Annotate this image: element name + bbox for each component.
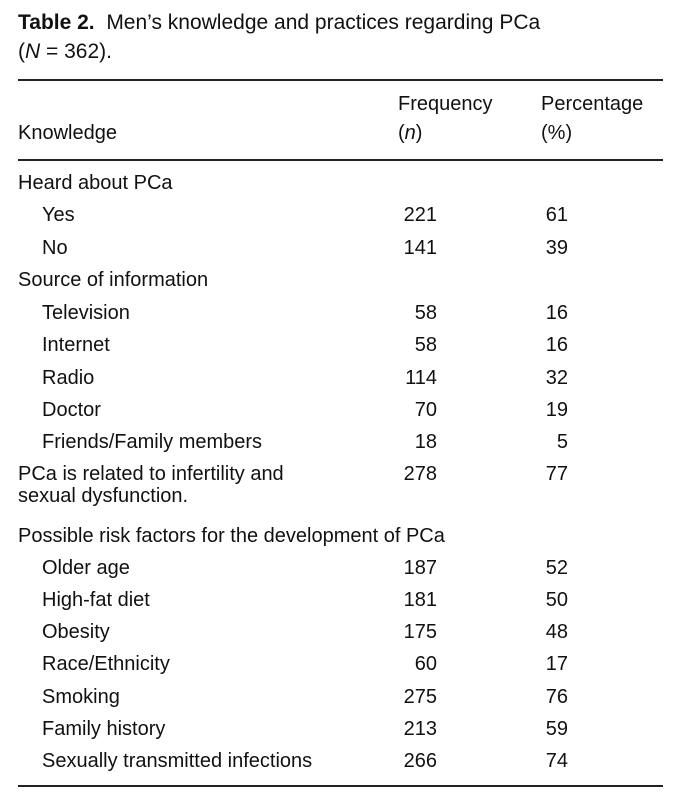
table-caption [18, 8, 668, 66]
caption-text: Men’s knowledge and practices regarding PCa [106, 11, 541, 34]
row-label [18, 525, 445, 547]
frequency-cell: 275 [403, 686, 437, 708]
frequency-cell: 58 [414, 334, 437, 356]
frequency-cell: 187 [403, 557, 437, 579]
row-label-text: Older age [42, 557, 130, 579]
table-row [0, 431, 680, 463]
row-label-text: Smoking [42, 686, 120, 708]
paren: ) [415, 122, 423, 144]
row-label [42, 431, 262, 453]
row-label [42, 686, 120, 708]
row-label-text: Television [42, 302, 130, 324]
table-row [0, 334, 680, 366]
percentage-cell: 52 [545, 557, 568, 579]
table-row [0, 718, 680, 750]
row-label [42, 718, 165, 740]
row-label-text: Race/Ethnicity [42, 653, 170, 675]
table-row [0, 269, 680, 301]
frequency-cell: 18 [414, 431, 437, 453]
frequency-cell: 114 [405, 367, 437, 389]
row-label [42, 621, 110, 643]
percentage-cell: 76 [545, 686, 568, 708]
row-label [42, 334, 110, 356]
frequency-cell: 278 [403, 463, 437, 485]
header-frequency-label: Frequency [398, 93, 493, 115]
percentage-cell: 59 [545, 718, 568, 740]
row-label-text: Doctor [42, 399, 101, 421]
table-row [0, 204, 680, 236]
bottom-rule [18, 785, 663, 787]
header-knowledge: Knowledge [18, 122, 117, 144]
percentage-cell: 17 [545, 653, 568, 675]
table-row [0, 621, 680, 653]
header-frequency [398, 90, 493, 148]
table-row [0, 686, 680, 718]
row-label [42, 399, 101, 421]
frequency-cell: 58 [414, 302, 437, 324]
frequency-cell: 141 [403, 237, 437, 259]
frequency-cell: 221 [403, 204, 437, 226]
row-label-text: Friends/Family members [42, 431, 263, 453]
table-row [0, 367, 680, 399]
percentage-cell: 74 [545, 750, 568, 772]
row-label-text: Source of information [18, 269, 209, 291]
frequency-cell: 266 [403, 750, 437, 772]
percentage-cell: 16 [545, 334, 568, 356]
percentage-cell: 77 [545, 463, 568, 485]
frequency-cell: 60 [414, 653, 437, 675]
top-rule [18, 79, 663, 81]
row-label [42, 237, 68, 259]
table-row [0, 172, 680, 204]
row-label-text: Yes [42, 204, 75, 226]
caption-n-value: = 362). [40, 40, 112, 63]
table-row [0, 399, 680, 431]
row-label-text: Internet [42, 334, 110, 356]
frequency-cell: 70 [414, 399, 437, 421]
percentage-cell: 19 [545, 399, 568, 421]
row-label-text: Family history [42, 718, 166, 740]
header-percentage [541, 90, 643, 148]
header-percentage-label: Percentage [541, 93, 644, 115]
row-label [18, 172, 173, 194]
caption-paren: ( [18, 40, 25, 63]
row-label [42, 653, 170, 675]
header-percentage-unit: (%) [541, 122, 573, 144]
table-row [0, 302, 680, 334]
percentage-cell: 39 [545, 237, 568, 259]
row-label [42, 204, 75, 226]
percentage-cell: 48 [545, 621, 568, 643]
percentage-cell: 32 [545, 367, 568, 389]
row-label-text: Heard about PCa [18, 172, 173, 194]
row-label-text: Sexually transmitted infections [42, 750, 313, 772]
table-row [0, 557, 680, 589]
header-rule [18, 159, 663, 161]
frequency-cell: 181 [403, 589, 437, 611]
row-label [18, 269, 208, 291]
row-label [42, 750, 312, 772]
frequency-cell: 175 [403, 621, 437, 643]
row-label [42, 589, 150, 611]
row-label [42, 302, 130, 324]
table-row [0, 463, 680, 507]
percentage-cell: 61 [545, 204, 568, 226]
row-label-text: High-fat diet [42, 589, 150, 611]
percentage-cell: 5 [556, 431, 568, 453]
frequency-cell: 213 [403, 718, 437, 740]
row-label-text-cont: sexual dysfunction. [18, 485, 189, 507]
table-row [0, 525, 680, 557]
row-label-text: No [42, 237, 68, 259]
header-frequency-unit: n [404, 122, 416, 144]
percentage-cell: 50 [545, 589, 568, 611]
table-row [0, 589, 680, 621]
caption-n-var: N [25, 40, 41, 63]
percentage-cell: 16 [545, 302, 568, 324]
row-label [42, 557, 130, 579]
table-row [0, 237, 680, 269]
paren: ( [398, 122, 405, 144]
row-label-text: PCa is related to infertility and [18, 463, 284, 485]
table-number: Table 2. [18, 11, 95, 34]
table-row [0, 750, 680, 782]
table-row [0, 653, 680, 685]
row-label-text: Possible risk factors for the development of PCa [18, 525, 445, 547]
row-label [18, 463, 284, 507]
row-label-text: Obesity [42, 621, 110, 643]
row-label [42, 367, 94, 389]
row-label-text: Radio [42, 367, 95, 389]
